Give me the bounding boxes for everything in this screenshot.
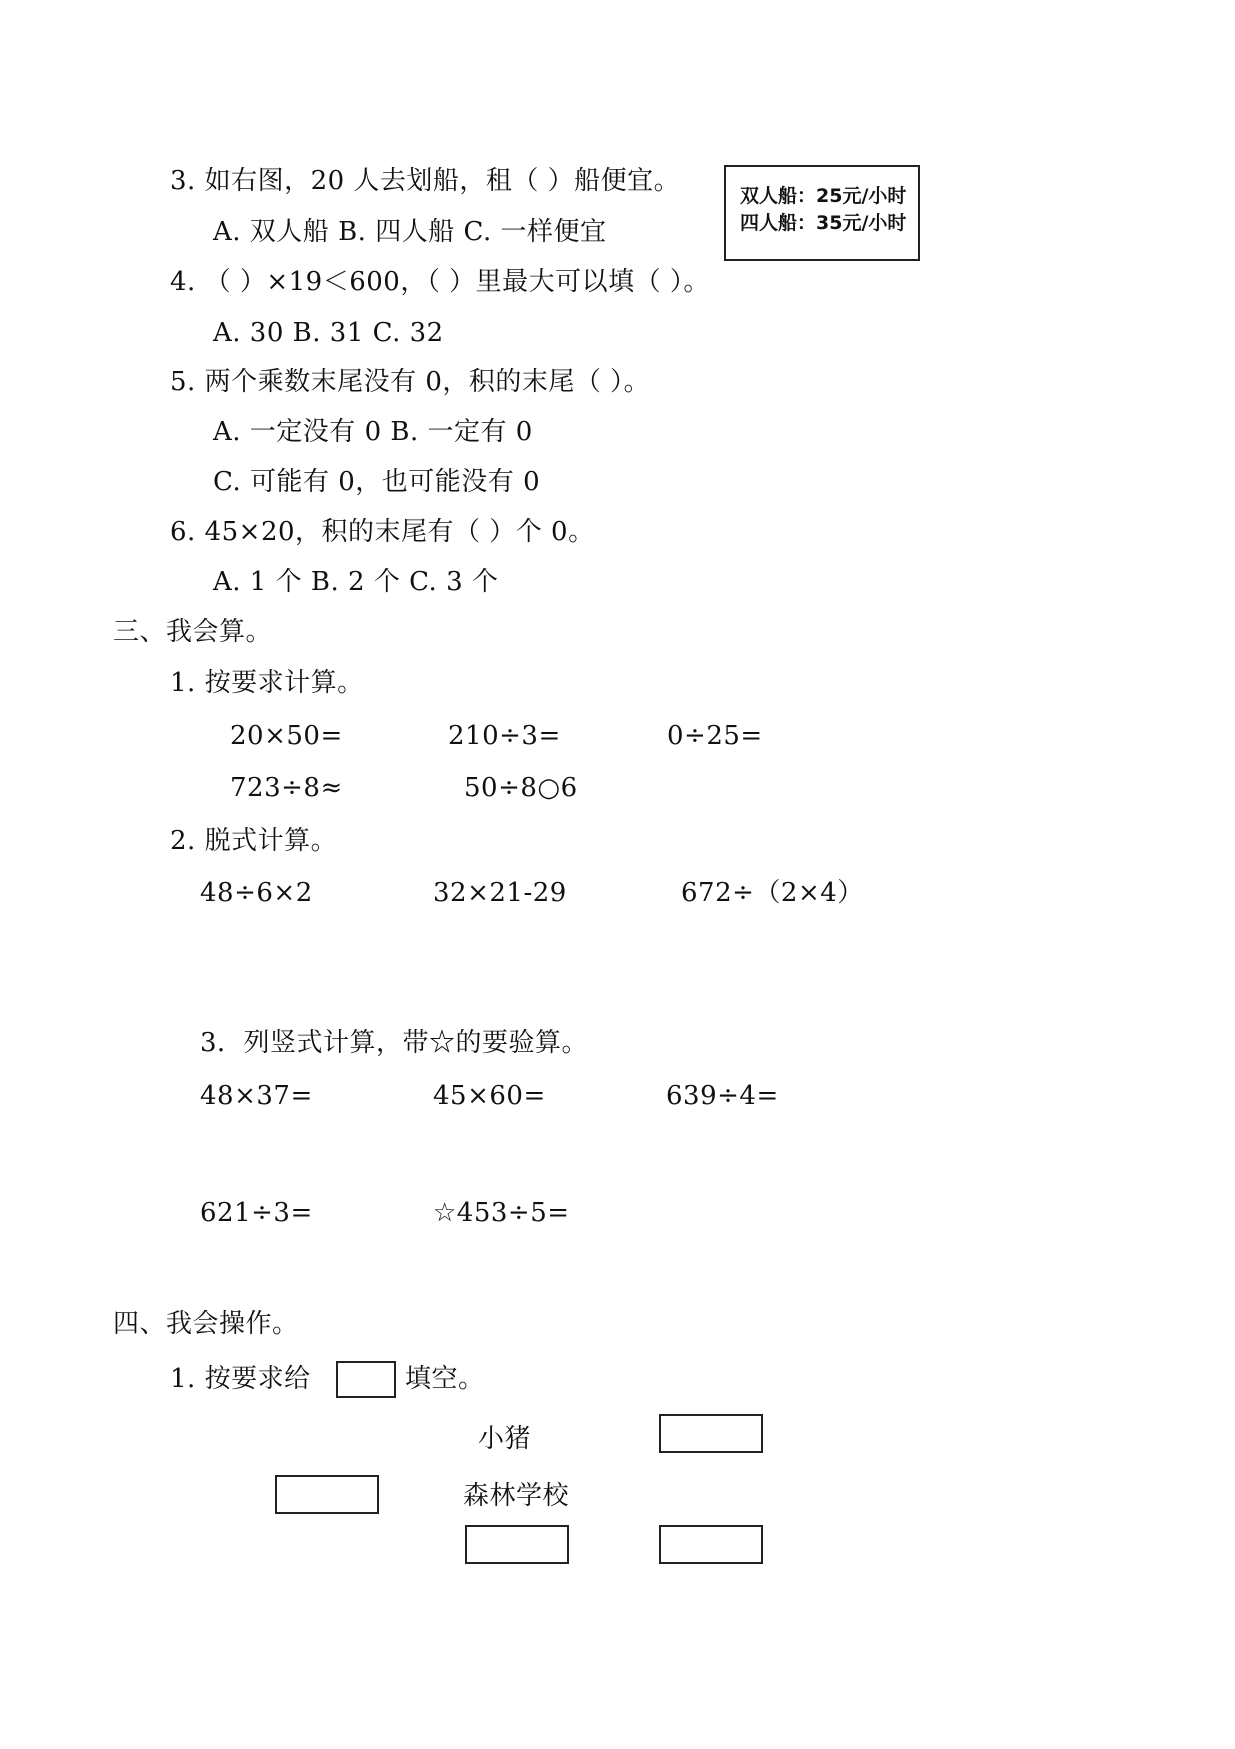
calc-item: 20×50= <box>230 721 343 751</box>
section4-title: 四、我会操作。 <box>113 1309 299 1339</box>
boat-price-box <box>724 165 920 261</box>
section4-part1-suffix: 填空。 <box>405 1364 485 1394</box>
q5-options-ab: A. 一定没有 0 B. 一定有 0 <box>213 417 533 447</box>
section3-part2-title: 2. 脱式计算。 <box>170 826 338 856</box>
section3-title: 三、我会算。 <box>113 617 273 647</box>
vertical-calc-item: 48×37= <box>200 1081 313 1111</box>
vertical-calc-item: ☆453÷5= <box>433 1198 570 1228</box>
step-calc-item: 672÷（2×4） <box>681 878 864 908</box>
q5-option-c: C. 可能有 0，也可能没有 0 <box>213 467 541 497</box>
double-boat-price: 双人船：25元/小时 <box>740 185 907 207</box>
answer-box-bottom-right[interactable] <box>659 1525 763 1564</box>
q6-options: A. 1 个 B. 2 个 C. 3 个 <box>213 567 499 597</box>
section3-part3-title: 3．列竖式计算，带☆的要验算。 <box>200 1028 589 1058</box>
answer-box-bottom-middle[interactable] <box>465 1525 569 1564</box>
q5-stem: 5. 两个乘数末尾没有 0，积的末尾（ ）。 <box>170 367 651 397</box>
section3-part1-title: 1. 按要求计算。 <box>170 668 364 698</box>
q3-options: A. 双人船 B. 四人船 C. 一样便宜 <box>213 217 607 247</box>
q4-stem: 4. （ ）×19＜600，（ ）里最大可以填（ ）。 <box>170 267 710 297</box>
calc-item: 0÷25= <box>667 721 763 751</box>
inline-blank-box <box>336 1361 396 1398</box>
q6-stem: 6. 45×20，积的末尾有（ ）个 0。 <box>170 517 595 547</box>
vertical-calc-item: 45×60= <box>433 1081 546 1111</box>
step-calc-item: 48÷6×2 <box>200 878 313 908</box>
q3-stem: 3. 如右图，20 人去划船，租（ ）船便宜。 <box>170 166 681 196</box>
school-label: 森林学校 <box>463 1481 570 1511</box>
calc-item: 723÷8≈ <box>230 773 343 803</box>
section4-part1-prefix: 1. 按要求给 <box>170 1364 311 1394</box>
answer-box-top-right[interactable] <box>659 1414 763 1453</box>
vertical-calc-item: 639÷4= <box>666 1081 779 1111</box>
answer-box-left[interactable] <box>275 1475 379 1514</box>
q4-options: A. 30 B. 31 C. 32 <box>213 318 444 348</box>
pig-label: 小猪 <box>478 1424 532 1454</box>
quad-boat-price: 四人船：35元/小时 <box>740 212 907 234</box>
calc-item: 210÷3= <box>448 721 561 751</box>
calc-item: 50÷8○6 <box>464 773 578 803</box>
vertical-calc-item: 621÷3= <box>200 1198 313 1228</box>
step-calc-item: 32×21-29 <box>433 878 567 908</box>
